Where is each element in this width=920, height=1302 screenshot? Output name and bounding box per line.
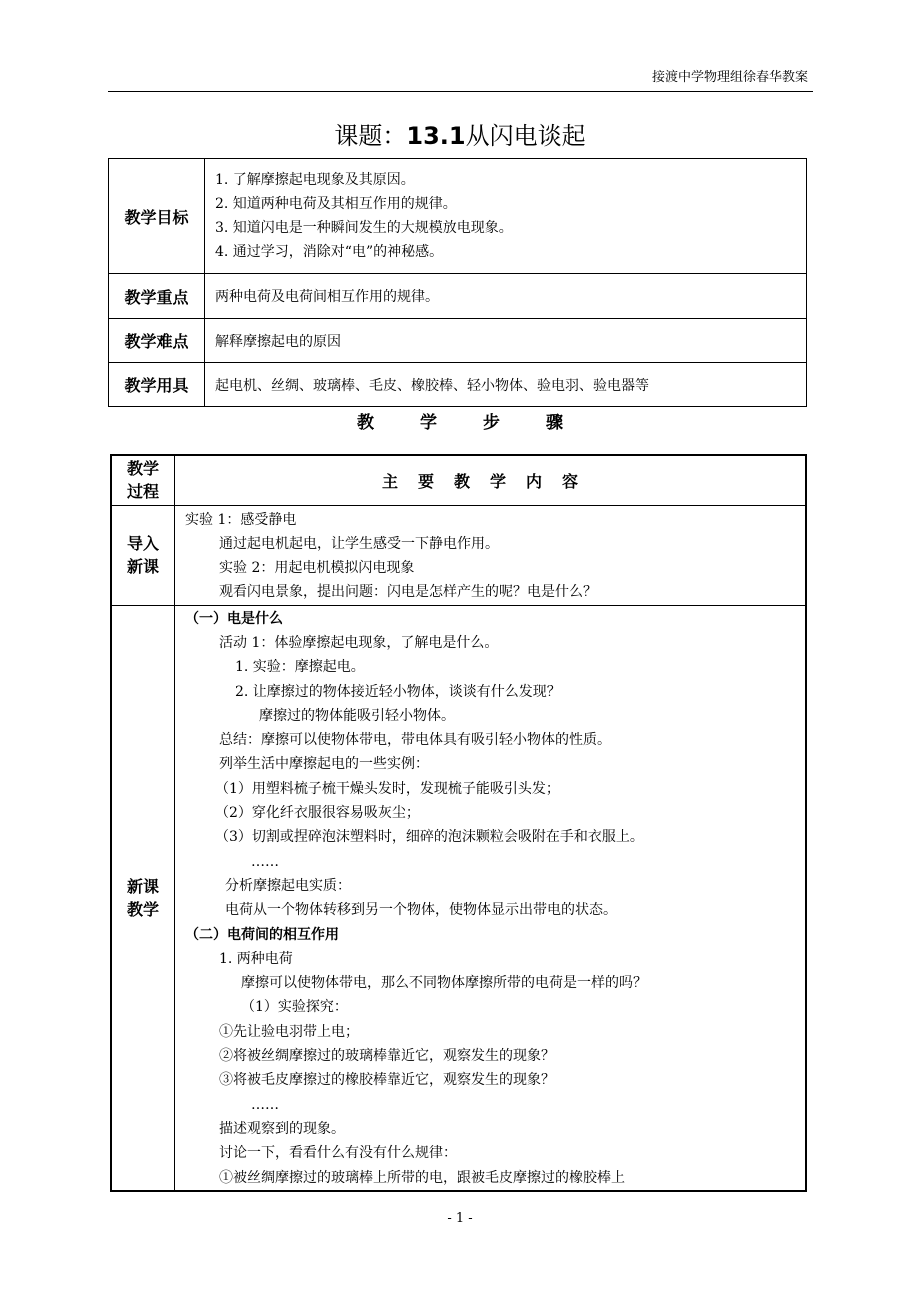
section-heading: （一）电是什么 [185,610,283,627]
content-line: …… [251,1096,279,1113]
intro-line: 观看闪电景象，提出问题：闪电是怎样产生的呢？电是什么？ [219,584,597,601]
process-col-header-2: 过程 [126,482,159,502]
content-line: 活动 1：体验摩擦起电现象，了解电是什么。 [219,634,499,651]
content-line: （3）切割或捏碎泡沫塑料时，细碎的泡沫颗粒会吸附在手和衣服上。 [215,829,644,846]
content-line: 摩擦可以使物体带电，那么不同物体摩擦所带的电荷是一样的吗？ [241,975,647,992]
intro-label [111,505,175,605]
content-col-header: 主要教学内容 [175,455,807,505]
new-lesson-label [111,605,175,1191]
goal-item: 1. 了解摩擦起电现象及其原因。 [215,172,415,188]
goal-item: 4. 通过学习，消除对“电”的神秘感。 [215,244,444,260]
difficulty-content: 解释摩擦起电的原因 [205,319,807,363]
content-line: 1. 两种电荷 [219,950,293,967]
title-number: 13.1 [406,122,466,150]
overview-table [108,158,807,407]
header-rule [108,91,813,92]
new-label-1: 新课 [126,876,159,896]
lesson-title [0,116,920,151]
intro-label-1: 导入 [126,534,159,554]
goals-label: 教学目标 [109,159,205,274]
content-line: 2. 让摩擦过的物体接近轻小物体，谈谈有什么发现？ [235,683,561,700]
steps-title: 教学步骤 [357,413,609,433]
intro-line: 实验 1：感受静电 [185,511,297,528]
key-label: 教学重点 [109,274,205,319]
content-line: （1）用塑料梳子梳干燥头发时，发现梳子能吸引头发； [215,780,560,797]
process-col-header-1: 教学 [126,459,159,479]
page-header: 接渡中学物理组徐春华教案 [651,70,808,85]
content-line: 摩擦过的物体能吸引轻小物体。 [259,707,455,724]
content-line: 列举生活中摩擦起电的一些实例： [219,756,429,773]
goal-item: 2. 知道两种电荷及其相互作用的规律。 [215,196,457,212]
content-line: （2）穿化纤衣服很容易吸灰尘； [215,805,420,822]
content-line: ③将被毛皮摩擦过的橡胶棒靠近它，观察发生的现象？ [219,1072,555,1089]
title-prefix: 课题： [334,122,407,150]
process-table [110,454,807,1192]
content-line: 分析摩擦起电实质： [225,877,351,894]
content-line: 描述观察到的现象。 [219,1120,345,1137]
difficulty-label: 教学难点 [109,319,205,363]
content-line: 讨论一下，看看什么有没有什么规律： [219,1145,457,1162]
content-line: …… [251,853,279,870]
content-line: 总结：摩擦可以使物体带电，带电体具有吸引轻小物体的性质。 [219,732,611,749]
new-lesson-content [175,605,807,1191]
title-name: 从闪电谈起 [465,122,586,150]
goals-cell [205,159,807,274]
tools-label: 教学用具 [109,363,205,407]
intro-content [175,505,807,605]
process-col-header [111,455,175,505]
content-line: ①先让验电羽带上电； [219,1023,359,1040]
content-line: 电荷从一个物体转移到另一个物体，使物体显示出带电的状态。 [225,902,617,919]
content-line: ①被丝绸摩擦过的玻璃棒上所带的电，跟被毛皮摩擦过的橡胶棒上 [219,1169,625,1186]
intro-label-2: 新课 [126,557,159,577]
content-line: 1. 实验：摩擦起电。 [235,659,365,676]
section-heading: （二）电荷间的相互作用 [185,926,339,943]
page-number: - 1 - [447,1211,473,1226]
goal-item: 3. 知道闪电是一种瞬间发生的大规模放电现象。 [215,220,513,236]
content-line: （1）实验探究： [241,999,348,1016]
new-label-2: 教学 [126,899,159,919]
key-content: 两种电荷及电荷间相互作用的规律。 [205,274,807,319]
intro-line: 通过起电机起电，让学生感受一下静电作用。 [219,535,499,552]
intro-line: 实验 2：用起电机模拟闪电现象 [219,560,415,577]
content-line: ②将被丝绸摩擦过的玻璃棒靠近它，观察发生的现象？ [219,1048,555,1065]
tools-content: 起电机、丝绸、玻璃棒、毛皮、橡胶棒、轻小物体、验电羽、验电器等 [205,363,807,407]
